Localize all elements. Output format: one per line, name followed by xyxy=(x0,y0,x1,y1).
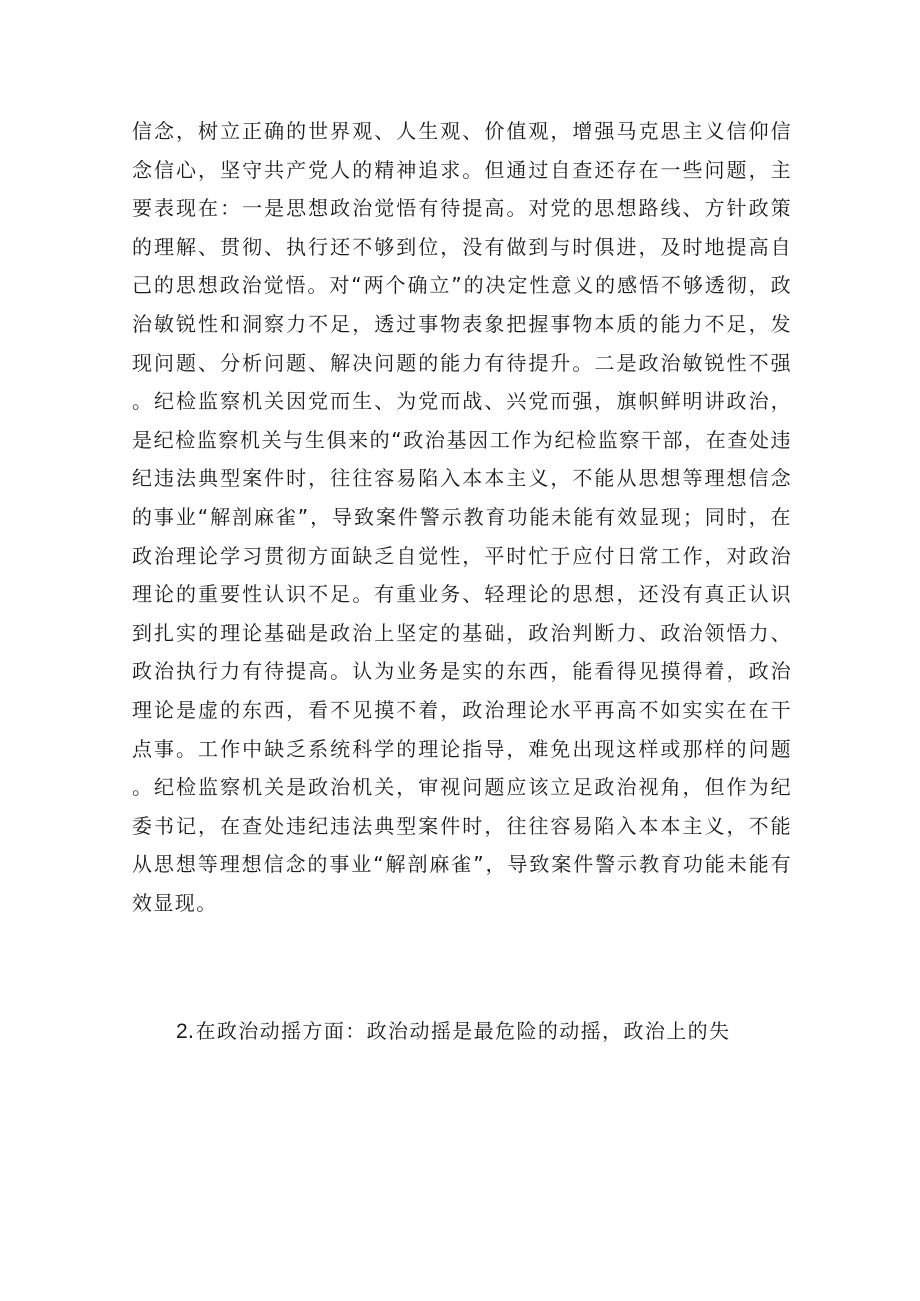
section-number: 2 xyxy=(176,1020,188,1043)
body-paragraph-1: 信念，树立正确的世界观、人生观、价值观，增强马克思主义信仰信念信心，坚守共产党人的精神追求。但通过自查还存在一些问题，主要表现在：一是思想政治觉悟有待提高。对党的思想路线、方针政策的理解、贯彻、执行还不够到位，没有做到与时俱进，及时地提高自己的思想政治觉悟。对“两个确立”的决定性意义的感悟不够透彻，政治敏锐性和洞察力不足，透过事物表象把握事物本质的能力不足，发现问题、分析问题、解决问题的能力有待提升。二是政治敏锐性不强。纪检监察机关因党而生、为党而战、兴党而强，旗帜鲜明讲政治，是纪检监察机关与生俱来的“政治基因工作为纪检监察干部，在查处违纪违法典型案件时，往往容易陷入本本主义，不能从思想等理想信念的事业“解剖麻雀”，导致案件警示教育功能未能有效显现；同时，在政治理论学习贯彻方面缺乏自觉性，平时忙于应付日常工作，对政治理论的重要性认识不足。有重业务、轻理论的思想，还没有真正认识到扎实的理论基础是政治上坚定的基础，政治判断力、政治领悟力、政治执行力有待提高。认为业务是实的东西，能看得见摸得着，政治理论是虚的东西，看不见摸不着，政治理论水平再高不如实实在在干点事。工作中缺乏系统科学的理论指导，难免出现这样或那样的问题。纪检监察机关是政治机关，审视问题应该立足政治视角，但作为纪委书记，在查处违纪违法典型案件时，往往容易陷入本本主义，不能从思想等理想信念的事业“解剖麻雀”，导致案件警示教育功能未能有效显现。 xyxy=(132,119,792,915)
body-paragraph-2 xyxy=(132,1012,792,1052)
section-heading-text: .在政治动摇方面：政治动摇是最危险的动摇，政治上的失 xyxy=(187,1019,731,1043)
